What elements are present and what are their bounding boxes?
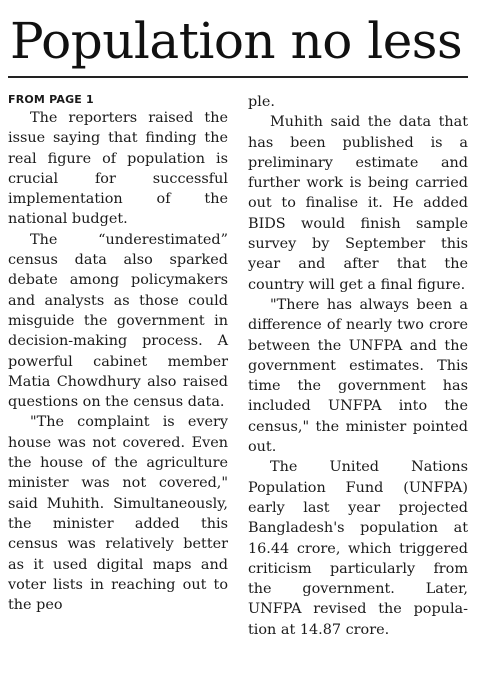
paragraph: "The complaint is every house was not covered. Even the house of the agriculture minister was not covered," said Muhith. Simultaneously, the minister added this census was relatively better as it used digital maps and voter lists in reaching out to the peo — [8, 414, 228, 614]
paragraph-continuation: ple. — [248, 94, 275, 110]
paragraph: The “underestimated” census data also sparked debate among policymakers and analysts as those could misguide the government in decision-making process. A powerful cabinet member Matia Chowdhury also raised questions on the census data. — [8, 231, 228, 411]
paragraph: Muhith said the data that has been published is a preliminary estimate and further work is being carried out to finalise it. He added BIDS would finish sample survey by September this year and after that the country will get a final figure. — [248, 114, 468, 293]
article-column-left — [8, 92, 228, 615]
paragraph: The United Nations Population Fund (UNFPA) early last year projected Bangladesh's population at 16.44 crore, which triggered criticism particularly from the government. Later, UNFPA revised the population at 14.87 crore. — [248, 459, 468, 638]
article-column-right — [248, 92, 468, 640]
continuation-kicker: FROM PAGE 1 — [8, 93, 94, 106]
headline-rule — [8, 76, 468, 78]
paragraph: The reporters raised the issue saying that finding the real figure of population is crucial for successful implementation of the national budget. — [8, 110, 228, 228]
paragraph: "There has always been a difference of nearly two crore between the UNFPA and the government estimates. This time the government has included UNFPA into the census," the minister pointed out. — [248, 296, 468, 456]
headline: Population no less — [10, 12, 463, 70]
